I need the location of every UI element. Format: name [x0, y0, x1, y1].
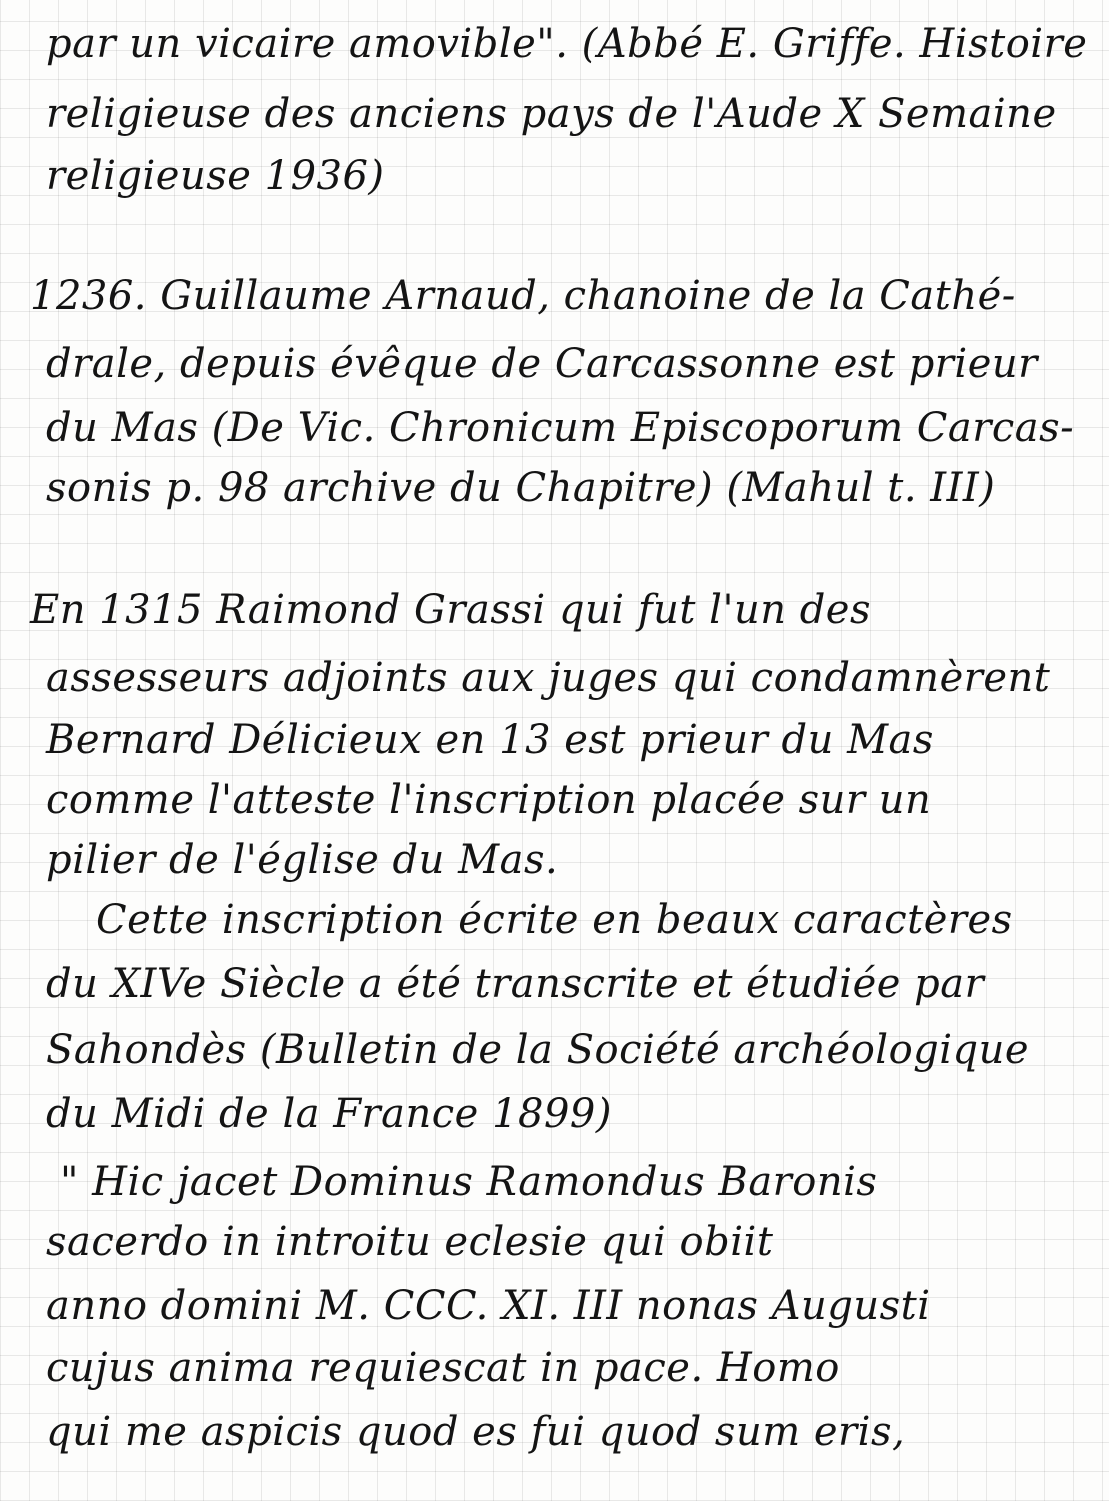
text-line: du Mas (De Vic. Chronicum Episcoporum Carcas-	[46, 405, 1075, 451]
text-line: sonis p. 98 archive du Chapitre) (Mahul t. III)	[46, 465, 996, 511]
text-line: " Hic jacet Dominus Ramondus Baronis	[60, 1159, 878, 1205]
text-line: sacerdo in introitu eclesie qui obiit	[46, 1219, 774, 1265]
text-line: anno domini M. CCC. XI. III nonas Augusti	[46, 1283, 931, 1329]
text-line: du XIVe Siècle a été transcrite et étudiée par	[46, 961, 985, 1007]
text-line: drale, depuis évêque de Carcassonne est prieur	[46, 341, 1038, 387]
text-line: En 1315 Raimond Grassi qui fut l'un des	[30, 587, 872, 633]
text-line: cujus anima requiescat in pace. Homo	[46, 1345, 840, 1391]
text-line: par un vicaire amovible". (Abbé E. Griffe. Histoire	[46, 21, 1088, 67]
text-line: pilier de l'église du Mas.	[46, 837, 559, 883]
text-line: comme l'atteste l'inscription placée sur un	[46, 777, 932, 823]
text-line: religieuse des anciens pays de l'Aude X Semaine	[46, 91, 1057, 137]
text-line: Cette inscription écrite en beaux caractères	[96, 897, 1013, 943]
text-line: Sahondès (Bulletin de la Société archéologique	[46, 1027, 1030, 1073]
text-line: Bernard Délicieux en 13 est prieur du Mas	[46, 717, 934, 763]
text-line: 1236. Guillaume Arnaud, chanoine de la Cathé-	[30, 273, 1016, 319]
text-line: du Midi de la France 1899)	[46, 1091, 612, 1137]
text-line: religieuse 1936)	[46, 153, 385, 199]
text-line: qui me aspicis quod es fui quod sum eris,	[46, 1409, 906, 1455]
text-line: assesseurs adjoints aux juges qui condamnèrent	[46, 655, 1051, 701]
